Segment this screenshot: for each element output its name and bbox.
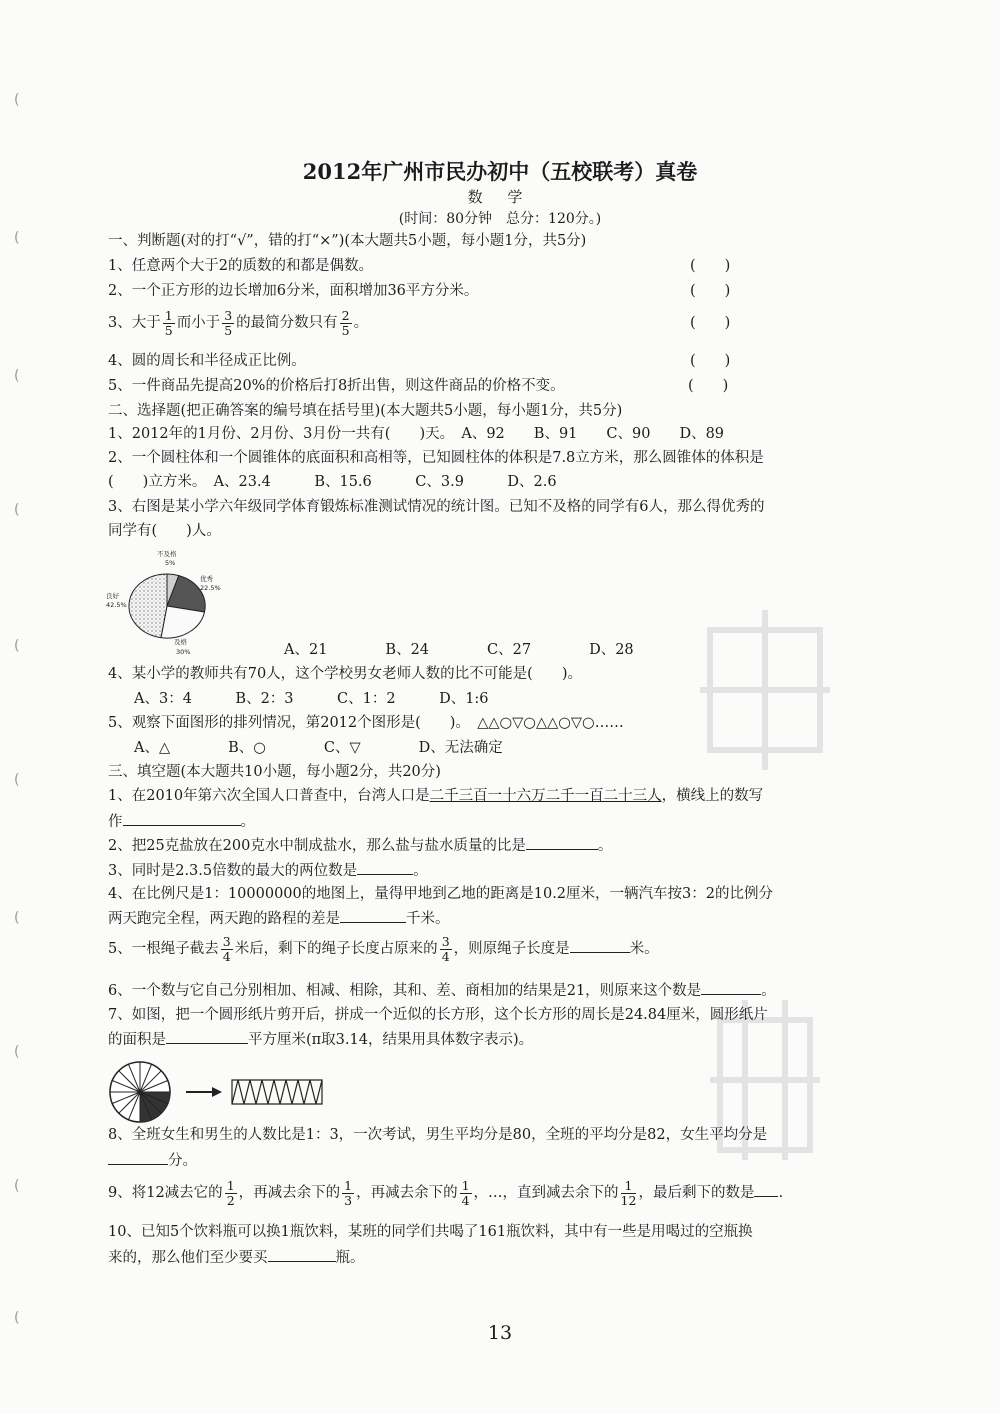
- numerator: 2: [341, 307, 350, 323]
- fill5-text-d: 米。: [629, 941, 659, 957]
- answer-blank[interactable]: [570, 938, 630, 953]
- binder-hole-mark: (: [14, 1044, 20, 1060]
- fill5-text-c: ，则原绳子长度是: [453, 941, 570, 957]
- fraction: [221, 935, 233, 964]
- choice-question-5: 5、观察下面图形的排列情况，第2012个图形是( )。 △△○▽○△△○▽○……: [108, 715, 624, 731]
- binder-hole-mark: (: [14, 368, 20, 384]
- denominator: 4: [461, 1192, 470, 1208]
- binder-hole-mark: (: [14, 1178, 20, 1194]
- numerator: 3: [224, 307, 233, 323]
- answer-paren-3: ( ): [690, 315, 731, 331]
- answer-blank[interactable]: [754, 1182, 778, 1197]
- pie-slice-good: [129, 574, 167, 638]
- fill4-text-b: 千米。: [406, 911, 450, 927]
- fill9-text-end: .: [778, 1185, 784, 1201]
- fill-question-1-line2: [108, 811, 255, 832]
- answer-paren-1: ( ): [690, 258, 731, 274]
- choice-question-4: 4、某小学的教师共有70人，这个学校男女老师人数的比不可能是( )。: [108, 666, 582, 682]
- answer-paren-5: ( ): [688, 378, 729, 394]
- fill9-text-b: ，再减去余下的: [238, 1185, 341, 1201]
- sliced-circle: [110, 1062, 170, 1122]
- fill-question-4-line2: [108, 908, 450, 929]
- denominator: 4: [222, 948, 231, 964]
- numerator: 1: [621, 1179, 637, 1194]
- denominator: 5: [224, 322, 233, 338]
- fill6-text-a: 6、一个数与它自己分别相加、相减、相除，其和、差、商相加的结果是21，则原来这个数是: [108, 983, 702, 999]
- exam-subject: 数 学: [467, 188, 533, 206]
- q3-text-d: 。: [353, 315, 369, 331]
- fill5-text-a: 5、一根绳子截去: [108, 941, 219, 957]
- judge-question-2: 2、一个正方形的边长增加6分米，面积增加36平方分米。: [108, 283, 479, 299]
- fill-question-1: [108, 786, 763, 806]
- pie-value-fail: 5%: [165, 559, 176, 567]
- fill-question-2: [108, 835, 612, 856]
- fill-question-9: [108, 1176, 783, 1210]
- fill10-text-a: 来的，那么他们至少要买: [108, 1250, 268, 1266]
- fill4-text-a: 两天跑完全程，两天跑的路程的差是: [108, 911, 340, 927]
- denominator: 4: [441, 948, 450, 964]
- binder-hole-mark: (: [14, 92, 20, 108]
- fraction: [460, 1179, 472, 1208]
- answer-blank[interactable]: [268, 1247, 336, 1262]
- fill-question-4-line1: 4、在比例尺是1：10000000的地图上，量得甲地到乙地的距离是10.2厘米，一辆汽车按3：2的比例分: [108, 886, 773, 902]
- fill7-text-a: 的面积是: [108, 1032, 166, 1048]
- fill6-text-b: 。: [761, 983, 776, 999]
- denominator: 12: [620, 1192, 637, 1208]
- choice-question-3-options: A、21 B、24 C、27 D、28: [284, 642, 634, 658]
- answer-blank[interactable]: [701, 980, 761, 995]
- judge-question-3: [108, 306, 368, 340]
- denominator: 2: [226, 1192, 235, 1208]
- fill-question-8-line1: 8、全班女生和男生的人数比是1：3，一次考试，男生平均分是80，全班的平均分是82，女生平均分是: [108, 1127, 768, 1143]
- answer-blank[interactable]: [108, 1150, 168, 1165]
- choice-question-3-line2: 同学有( )人。: [108, 523, 221, 539]
- denominator: 5: [341, 322, 350, 338]
- fill1-text-d: 。: [240, 814, 255, 830]
- pie-label-pass: 及格: [174, 638, 187, 646]
- circle-to-rectangle-figure: [108, 1058, 330, 1126]
- judge-question-5: 5、一件商品先提高20%的价格后打8折出售，则这件商品的价格不变。: [108, 378, 565, 394]
- fraction: [222, 309, 234, 338]
- denominator: 3: [344, 1192, 353, 1208]
- fill-question-6: [108, 980, 776, 1001]
- fill2-text-a: 2、把25克盐放在200克水中制成盐水，那么盐与盐水质量的比是: [108, 838, 526, 854]
- pie-label-good: 良好: [106, 592, 119, 600]
- choice-question-2-line1: 2、一个圆柱体和一个圆锥体的底面积和高相等，已知圆柱体的体积是7.8立方米，那么圆锥体的体积是: [108, 450, 764, 466]
- pie-label-fail: 不及格: [157, 550, 177, 558]
- fill1-text-b: ，横线上的数写: [661, 788, 764, 804]
- fill9-text-a: 9、将12减去它的: [108, 1185, 223, 1201]
- numerator: 1: [226, 1177, 235, 1193]
- binder-hole-mark: (: [14, 772, 20, 788]
- choice-question-2-line2: ( )立方米。 A、23.4 B、15.6 C、3.9 D、2.6: [108, 474, 557, 490]
- answer-paren-2: ( ): [690, 283, 731, 299]
- fill9-text-c: ，再减去余下的: [356, 1185, 458, 1201]
- binder-hole-mark: (: [14, 1310, 20, 1326]
- answer-blank[interactable]: [526, 835, 598, 850]
- fraction: [163, 309, 175, 338]
- section2-heading: 二、选择题(把正确答案的编号填在括号里)(本大题共5小题，每小题1分，共5分): [108, 403, 623, 419]
- choice-question-5-options: A、△ B、○ C、▽ D、无法确定: [134, 740, 503, 756]
- fill10-text-b: 瓶。: [335, 1250, 365, 1266]
- fill-question-3: [108, 860, 428, 881]
- numerator: 1: [461, 1177, 470, 1193]
- fill9-text-d: ，…，直到减去余下的: [473, 1185, 619, 1201]
- fill8-text-b: 分。: [168, 1153, 197, 1169]
- exam-title: 2012年广州市民办初中（五校联考）真卷: [302, 159, 698, 184]
- q3-text-a: 3、大于: [108, 315, 161, 331]
- fill1-text-c: 作: [108, 814, 123, 830]
- answer-paren-4: ( ): [690, 353, 731, 369]
- judge-question-4: 4、圆的周长和半径成正比例。: [108, 353, 306, 369]
- page-number: 13: [487, 1322, 513, 1344]
- answer-blank[interactable]: [166, 1029, 248, 1044]
- answer-blank[interactable]: [340, 908, 406, 923]
- q3-text-c: 的最简分数只有: [236, 315, 338, 331]
- section3-heading: 三、填空题(本大题共10小题，每小题2分，共20分): [108, 764, 441, 780]
- binder-hole-mark: (: [14, 230, 20, 246]
- answer-blank[interactable]: [357, 860, 413, 875]
- answer-blank[interactable]: [123, 811, 241, 826]
- numerator: 1: [164, 307, 173, 323]
- fraction: [225, 1179, 237, 1208]
- choice-question-1: 1、2012年的1月份、2月份、3月份一共有( )天。 A、92 B、91 C、90 D、89: [108, 426, 725, 442]
- fill7-text-b: 平方厘米(π取3.14，结果用具体数字表示)。: [248, 1032, 534, 1048]
- underlined-number-words: 二千三百一十六万二千一百二十三人: [429, 788, 662, 804]
- fraction: [340, 309, 352, 338]
- fraction: [440, 935, 452, 964]
- binder-hole-mark: (: [14, 638, 20, 654]
- choice-question-3-line1: 3、右图是某小学六年级同学体育锻炼标准测试情况的统计图。已知不及格的同学有6人，那么得优秀的: [108, 499, 765, 515]
- q3-text-b: 而小于: [176, 315, 221, 331]
- fill3-text-b: 。: [413, 863, 428, 879]
- judge-question-1: 1、任意两个大于2的质数的和都是偶数。: [108, 258, 373, 274]
- fill-question-5: [108, 932, 659, 966]
- fill-question-7-line1: 7、如图，把一个圆形纸片剪开后，拼成一个近似的长方形，这个长方形的周长是24.84厘米，圆形纸片: [108, 1007, 768, 1023]
- denominator: 5: [164, 322, 173, 338]
- binder-hole-mark: (: [14, 910, 20, 926]
- choice-question-4-options: A、3：4 B、2：3 C、1：2 D、1:6: [134, 691, 489, 707]
- fill5-text-b: 米后，剩下的绳子长度占原来的: [234, 941, 438, 957]
- right-arrow-icon: [186, 1087, 222, 1097]
- numerator: 3: [441, 933, 450, 949]
- fill9-text-e: ，最后剩下的数是: [638, 1185, 755, 1201]
- pie-value-excellent: 22.5%: [200, 584, 221, 592]
- fill3-text-a: 3、同时是2.3.5倍数的最大的两位数是: [108, 863, 358, 879]
- fraction: [342, 1179, 354, 1208]
- fill-question-10-line2: [108, 1247, 365, 1268]
- numerator: 1: [344, 1177, 353, 1193]
- pie-label-excellent: 优秀: [200, 575, 213, 583]
- fraction: [621, 1179, 637, 1208]
- pie-value-good: 42.5%: [106, 601, 127, 609]
- fill1-text-a: 1、在2010年第六次全国人口普查中，台湾人口是: [108, 788, 430, 804]
- numerator: 3: [222, 933, 231, 949]
- section1-heading: 一、判断题(对的打“√”，错的打“×”)(本大题共5小题，每小题1分，共5分): [108, 233, 587, 249]
- binder-hole-mark: (: [14, 502, 20, 518]
- approximate-rectangle: [232, 1080, 322, 1104]
- fill-question-10-line1: 10、已知5个饮料瓶可以换1瓶饮料，某班的同学们共喝了161瓶饮料，其中有一些是用喝过的空瓶换: [108, 1224, 753, 1240]
- fill-question-8-line2: [108, 1150, 197, 1171]
- exam-time-info: (时间：80分钟 总分：120分。): [398, 211, 602, 227]
- fill2-text-b: 。: [597, 838, 613, 854]
- pie-value-pass: 30%: [176, 648, 191, 656]
- pie-chart: [104, 548, 234, 660]
- fill-question-7-line2: [108, 1029, 533, 1050]
- pie-slice-pass: [161, 606, 205, 638]
